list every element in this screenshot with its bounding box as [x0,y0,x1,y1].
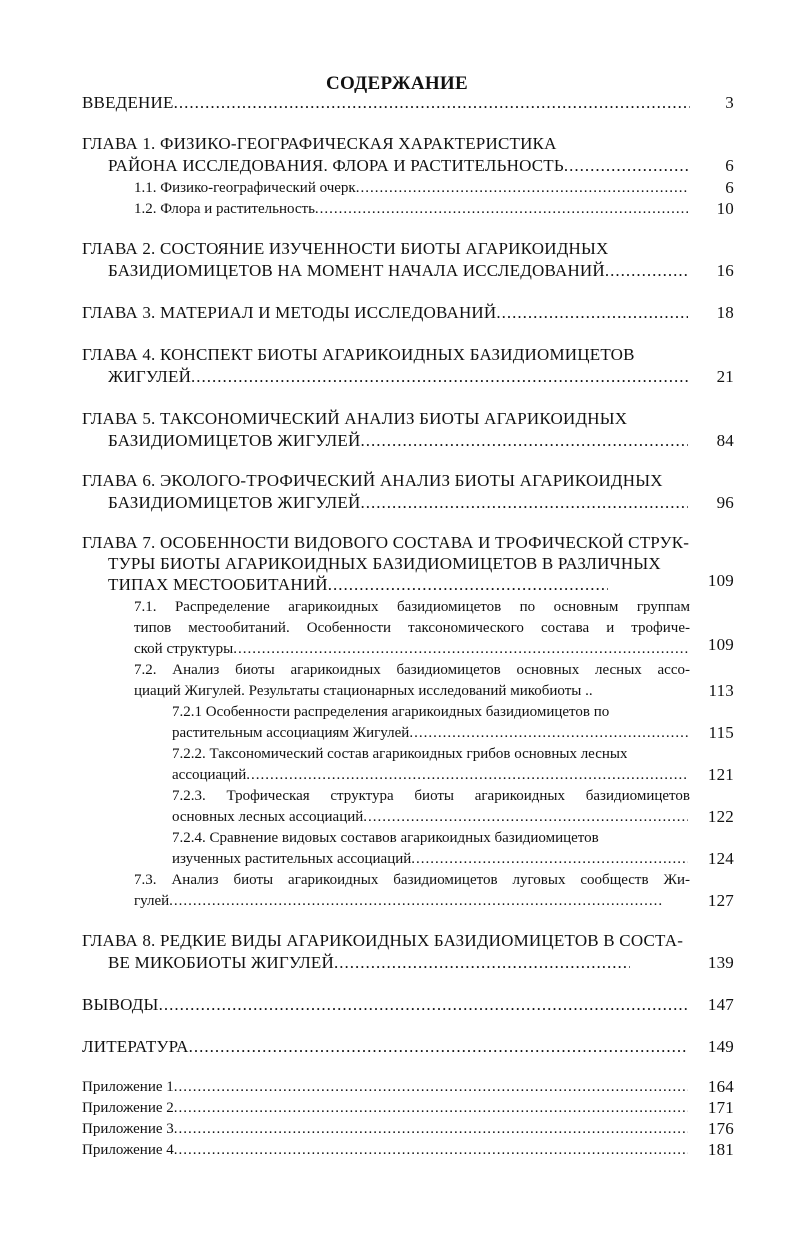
toc-section-7-1-end: ской структуры ..... [134,638,688,660]
page-number: 96 [716,493,734,512]
page-number: 16 [716,261,734,280]
page-number: 115 [708,723,734,742]
toc-chapter-5-title-end: БАЗИДИОМИЦЕТОВ ЖИГУЛЕЙ ..... [108,430,688,452]
toc-chapter-5-title: ГЛАВА 5. ТАКСОНОМИЧЕСКИЙ АНАЛИЗ БИОТЫ АГАРИКОИДНЫХ [82,409,628,428]
toc-entry-conclusions: ВЫВОДЫ ..... [82,994,688,1016]
toc-section-1-1: 1.1. Физико-географический очерк ..... [134,177,688,199]
toc-section-7-2-3: 7.2.3. Трофическая структура биоты агарикоидных базидиомицетов [172,788,690,804]
toc-chapter-2-title: ГЛАВА 2. СОСТОЯНИЕ ИЗУЧЕННОСТИ БИОТЫ АГАРИКОИДНЫХ [82,239,609,258]
page-number: 181 [707,1140,734,1159]
page-number: 109 [707,571,734,590]
page-number: 21 [716,367,734,386]
page-number: 6 [725,156,734,175]
page-number: 149 [707,1037,734,1056]
toc-chapter-7-title-cont: ТУРЫ БИОТЫ АГАРИКОИДНЫХ БАЗИДИОМИЦЕТОВ В РАЗЛИЧНЫХ [108,554,661,573]
page-number: 3 [725,93,734,112]
page-number: 121 [707,765,734,784]
toc-section-7-2-3-end: основных лесных ассоциаций ..... [172,806,688,828]
toc-chapter-6-title-end: БАЗИДИОМИЦЕТОВ ЖИГУЛЕЙ ..... [108,492,688,514]
toc-section-7-2-1: 7.2.1 Особенности распределения агарикоидных базидиомицетов по [172,704,610,720]
page-number: 127 [707,891,734,910]
toc-entry-literature: ЛИТЕРАТУРА ..... [82,1036,688,1058]
toc-chapter-7-title: ГЛАВА 7. ОСОБЕННОСТИ ВИДОВОГО СОСТАВА И ТРОФИЧЕСКОЙ СТРУК- [82,533,690,552]
toc-appendix-4: Приложение 4 ..... [82,1139,688,1161]
toc-section-7-2: 7.2. Анализ биоты агарикоидных базидиомицетов основных лесных ассо- [134,662,690,678]
page-number: 164 [707,1077,734,1096]
toc-section-7-2-4: 7.2.4. Сравнение видовых составов агарикоидных базидиомицетов [172,830,599,846]
page-number: 18 [716,303,734,322]
toc-section-7-1-cont: типов местообитаний. Особенности таксономического состава и трофиче- [134,620,690,636]
toc-section-7-3-end: гулей ..... [134,890,664,912]
toc-section-7-2-2: 7.2.2. Таксономический состав агарикоидных грибов основных лесных [172,746,628,762]
toc-entry-intro: ВВЕДЕНИЕ ..... [82,92,690,114]
page-number: 113 [708,681,734,700]
toc-section-7-2-4-end: изученных растительных ассоциаций ..... [172,848,688,870]
page-title: СОДЕРЖАНИЕ [326,73,468,94]
toc-chapter-6-title: ГЛАВА 6. ЭКОЛОГО-ТРОФИЧЕСКИЙ АНАЛИЗ БИОТЫ АГАРИКОИДНЫХ [82,471,663,490]
toc-chapter-7-title-end: ТИПАХ МЕСТООБИТАНИЙ ..... [108,574,608,596]
page-number: 84 [716,431,734,450]
toc-chapter-2-title-end: БАЗИДИОМИЦЕТОВ НА МОМЕНТ НАЧАЛА ИССЛЕДОВАНИЙ ..... [108,260,688,282]
toc-chapter-4-title: ГЛАВА 4. КОНСПЕКТ БИОТЫ АГАРИКОИДНЫХ БАЗИДИОМИЦЕТОВ [82,345,635,364]
toc-appendix-1: Приложение 1 ..... [82,1076,688,1098]
toc-section-1-2: 1.2. Флора и растительность ..... [134,198,688,220]
page-number: 176 [707,1119,734,1138]
page-number: 6 [725,178,734,197]
page-number: 139 [707,953,734,972]
toc-section-7-3: 7.3. Анализ биоты агарикоидных базидиомицетов луговых сообществ Жи- [134,872,690,888]
toc-section-7-2-end: циаций Жигулей. Результаты стационарных исследований микобиоты .. [134,683,593,699]
toc-chapter-4-title-end: ЖИГУЛЕЙ ..... [108,366,688,388]
toc-appendix-2: Приложение 2 ..... [82,1097,688,1119]
toc-appendix-3: Приложение 3 ..... [82,1118,688,1140]
toc-section-7-1: 7.1. Распределение агарикоидных базидиомицетов по основным группам [134,599,690,615]
page-number: 109 [707,635,734,654]
toc-chapter-8-title-end: ВЕ МИКОБИОТЫ ЖИГУЛЕЙ ..... [108,952,630,974]
page-number: 171 [707,1098,734,1117]
toc-section-7-2-2-end: ассоциаций ..... [172,764,688,786]
toc-chapter-1-title: ГЛАВА 1. ФИЗИКО-ГЕОГРАФИЧЕСКАЯ ХАРАКТЕРИСТИКА [82,134,557,153]
toc-section-7-2-1-end: растительным ассоциациям Жигулей ..... [172,722,688,744]
toc-chapter-8-title: ГЛАВА 8. РЕДКИЕ ВИДЫ АГАРИКОИДНЫХ БАЗИДИОМИЦЕТОВ В СОСТА- [82,931,684,950]
page-number: 147 [707,995,734,1014]
toc-chapter-1-title-end: РАЙОНА ИССЛЕДОВАНИЯ. ФЛОРА И РАСТИТЕЛЬНОСТЬ ..... [108,155,688,177]
page-number: 122 [707,807,734,826]
page-number: 10 [716,199,734,218]
toc-chapter-3: ГЛАВА 3. МАТЕРИАЛ И МЕТОДЫ ИССЛЕДОВАНИЙ ..... [82,302,688,324]
page-number: 124 [707,849,734,868]
